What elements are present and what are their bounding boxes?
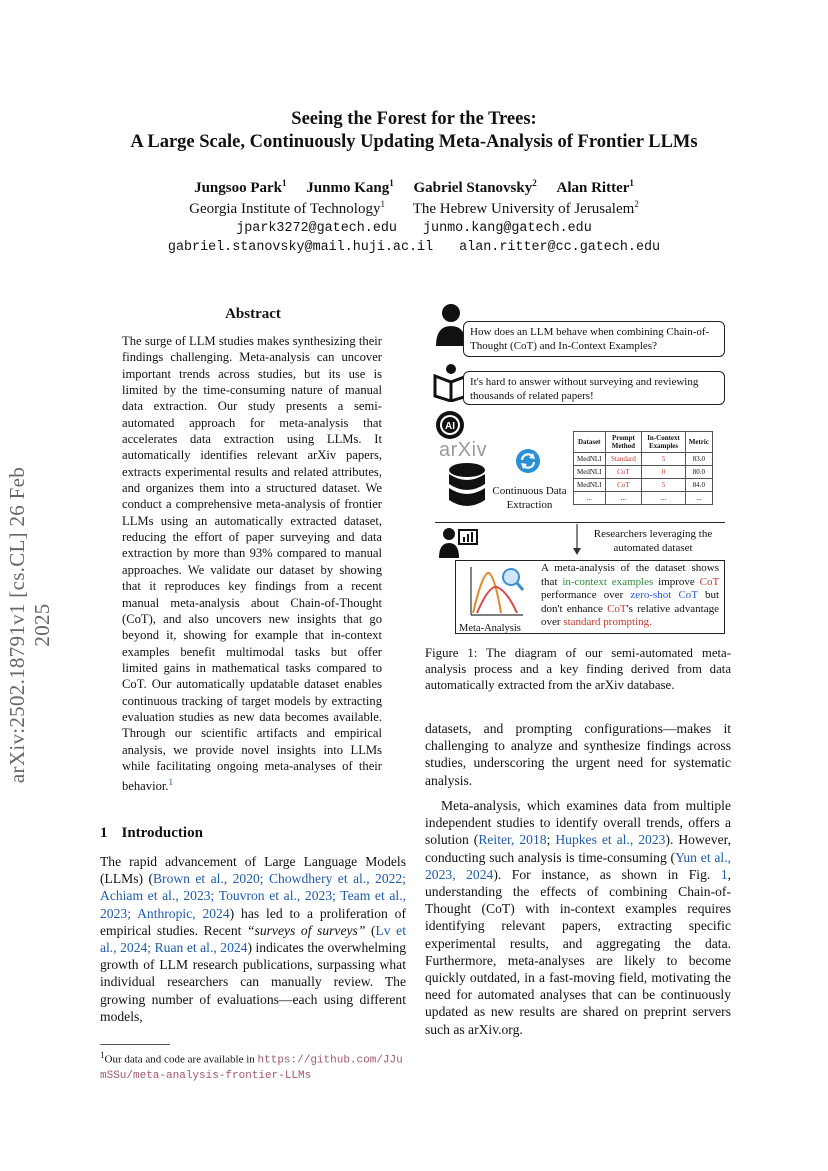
answer-bubble: It's hard to answer without surveying and reviewing thousands of related papers! [463, 371, 725, 405]
citation-link[interactable]: Lv et al., 2024; Ruan et al., 2024 [100, 922, 406, 956]
table-header: Metric [685, 432, 712, 453]
figure-1 [425, 300, 731, 640]
down-arrow-icon [571, 524, 583, 556]
email[interactable]: alan.ritter@cc.gatech.edu [459, 240, 661, 255]
email[interactable]: jpark3272@gatech.edu [236, 221, 397, 236]
meta-analysis-label: Meta-Analysis [459, 623, 521, 634]
arxiv-logo: arXiv [439, 439, 488, 461]
citation-link[interactable]: Reiter, 2018 [478, 832, 547, 848]
table-row: ... ... ... ... [574, 492, 713, 505]
email-line-1 [0, 221, 828, 236]
citation-link[interactable]: Yun et al., 2023, 2024 [425, 849, 732, 882]
figure-divider [435, 522, 725, 523]
title-line-1: Seeing the Forest for the Trees: [291, 109, 537, 129]
paper-title [0, 108, 828, 154]
repo-link[interactable]: https://github.com/JJumSSu/meta-analysis-frontier-LLMs [100, 1054, 403, 1082]
table-header: In-Context Examples [642, 432, 685, 453]
affiliation: The Hebrew University of Jerusalem$^2$ [412, 199, 639, 217]
title-line-2: A Large Scale, Continuously Updating Meta-Analysis of Frontier LLMs [130, 132, 698, 152]
intro-paragraph: The rapid advancement of Large Language Models (LLMs) (Brown et al., 2020; Chowdhery et al., 2022; Achiam et al., 2023; Touvron et al., 2023; Team et al., 2023; Anthropic, 2024) has led to a proliferation of empirical studies. Recent “surveys of surveys” (Lv et al., 2024; Ruan et al., 2024) indicates the overwhelming growth of LLM research publications, surpassing what individual researchers can manually review. The growing number of evaluations—each using different models, [100, 854, 406, 1024]
table-row: MedNLI CoT 0 80.0 [574, 466, 713, 479]
table-row: MedNLI Standard 5 83.0 [574, 453, 713, 466]
ai-gear-icon [433, 408, 467, 442]
author: Gabriel Stanovsky$^2$ [413, 178, 537, 196]
figure-caption: Figure 1: The diagram of our semi-automated meta-analysis process and a key finding derived from data automatically extracted from the arXiv database. [425, 646, 731, 692]
citation-link[interactable]: Brown et al., 2020; Chowdhery et al., 2022; Achiam et al., 2023; Touvron et al., 2023; Team et al., 2023; Anthropic, 2024 [100, 871, 406, 921]
email[interactable]: junmo.kang@gatech.edu [423, 221, 592, 236]
researcher-icon [439, 526, 479, 558]
extracted-table [573, 431, 713, 505]
abstract-heading: Abstract [225, 306, 281, 322]
table-header: Dataset [574, 432, 606, 453]
database-icon [447, 462, 487, 510]
key-finding: A meta-analysis of the dataset shows that in-context examples improve CoT performance over zero-shot CoT but don't enhance CoT's relative advantage over standard prompting. [541, 562, 719, 628]
table-row: MedNLI CoT 5 84.0 [574, 479, 713, 492]
author: Junmo Kang$^1$ [306, 178, 394, 196]
figure-ref-link[interactable]: 1 [720, 866, 728, 882]
footnote-rule [100, 1044, 170, 1045]
extraction-label: Continuous Data Extraction [492, 485, 567, 511]
question-bubble: How does an LLM behave when combining Chain-of-Thought (CoT) and In-Context Examples? [463, 321, 725, 357]
researchers-label: Researchers leveraging the automated dataset [593, 528, 713, 554]
author-list [0, 178, 828, 197]
table-header: Prompt Method [605, 432, 642, 453]
author: Alan Ritter$^1$ [556, 178, 634, 196]
abstract-text: The surge of LLM studies makes synthesizing their findings challenging. Meta-analysis can uncover important trends across studies, but its use is limited by the time-consuming nature of manual data extraction. Our study presents a semi-automated approach for meta-analysis that accelerates data extraction using LLMs. It automatically identifies relevant arXiv papers, extracts experimental results and related attributes, and organizes them into a structured dataset. We conduct a comprehensive meta-analysis of frontier LLMs using an automatically extracted dataset, reducing the effort of paper surveying and data extraction by more than 93% compared to manual approaches. We validate our dataset by showing that it reproduces key findings from a recent manual meta-analysis about Chain-of-Thought (CoT), and also uncovers new insights that go beyond it, showing for example that in-context examples benefit multimodal tasks but offer limited gains in mathematical tasks compared to CoT. Our automatically updatable dataset enables continuous tracking of target models by extracting evaluation studies as new data becomes available. Through our scientific artifacts and empirical analysis, we provide novel insights into LLMs while facilitating ongoing meta-analyses of their behavior.$^1$ [122, 334, 382, 794]
affiliation: Georgia Institute of Technology$^1$ [189, 199, 385, 217]
right-paragraph-2: Meta-analysis, which examines data from multiple independent studies to identify overall trends, offers a solution (Reiter, 2018; Hupkes et al., 2023). However, conducting such analysis is time-consuming (Yun et al., 2023, 2024). For instance, as shown in Fig. 1, understanding the effects of combining Chain-of-Thought (CoT) with in-context examples requires identifying relevant papers, extracting specific experimental results, and aggregating the data. Furthermore, meta-analyses are likely to become quickly outdated, in a fast-moving field, motivating the need for automated analyses that can be continuously updated as new results are shared on preprint servers such as arXiv.org. [425, 798, 732, 1037]
arxiv-stamp: arXiv:2502.18791v1 [cs.CL] 26 Feb 2025 [5, 466, 54, 784]
footnote-ref[interactable]: 1 [168, 777, 174, 788]
distribution-chart-icon [467, 563, 527, 619]
email[interactable]: gabriel.stanovsky@mail.huji.ac.il [167, 240, 434, 255]
footnote: $^1$Our data and code are available in https://github.com/JJumSSu/meta-analysis-frontier-LLMs [100, 1050, 403, 1082]
citation-link[interactable]: Hupkes et al., 2023 [555, 832, 666, 848]
author: Jungsoo Park$^1$ [194, 178, 287, 196]
email-line-2 [0, 240, 828, 255]
affiliations [0, 199, 828, 218]
section-heading: 1 Introduction [100, 825, 203, 841]
sync-icon [515, 448, 541, 474]
right-paragraph-1: datasets, and prompting configurations—makes it challenging to analyze and synthesize findings across studies, underscoring the urgent need for systematic analysis. [425, 721, 731, 788]
svg-text:AI: AI [445, 421, 455, 432]
